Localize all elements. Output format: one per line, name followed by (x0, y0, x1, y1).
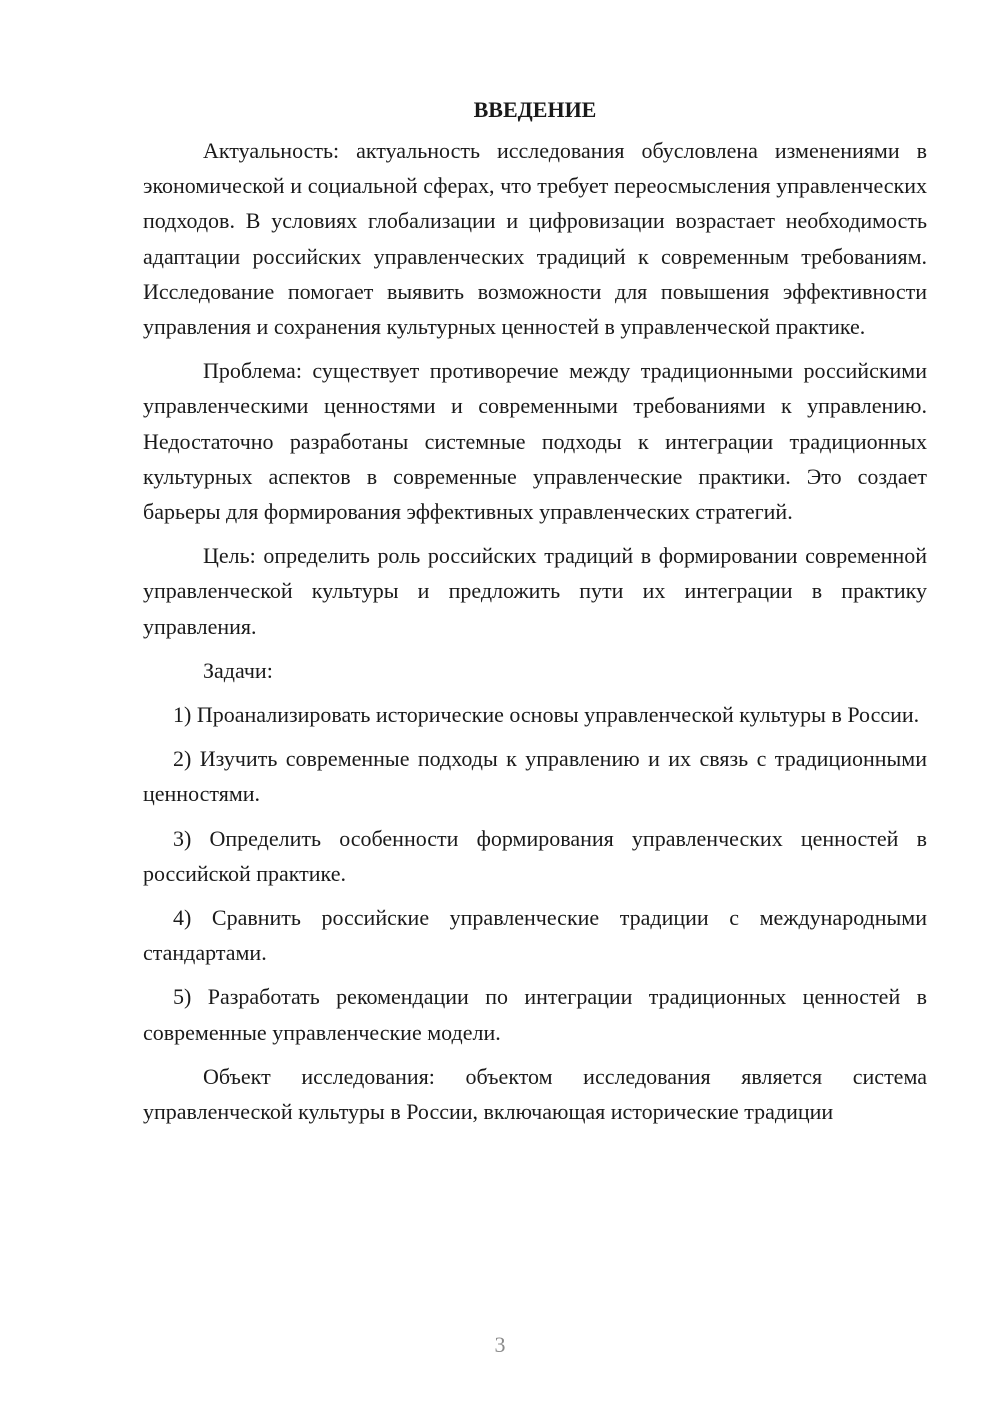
task-item-3: 3) Определить особенности формирования управленческих ценностей в российской практике. (143, 825, 927, 886)
task-item-4: 4) Сравнить российские управленческие традиции с международными стандартами. (143, 905, 927, 966)
goal-paragraph: Цель: определить роль российских традиций в формировании современной управленческой культуры и предложить пути их интеграции в практику управления. (143, 543, 927, 639)
problem-paragraph: Проблема: существует противоречие между традиционными российскими управленческими ценностями и современными требованиями к управлению. Недостаточно разработаны системные подходы к интеграции традиционных культурных аспектов в современные управленческие практики. Это создает барьеры для формирования эффективных управленческих стратегий. (143, 358, 927, 525)
relevance-paragraph: Актуальность: актуальность исследования обусловлена изменениями в экономической и социальной сферах, что требует переосмысления управленческих подходов. В условиях глобализации и цифровизации возрастает необходимость адаптации российских управленческих традиций к современным требованиям. Исследование помогает выявить возможности для повышения эффективности управления и сохранения культурных ценностей в управленческой практике. (143, 138, 927, 340)
page-number: 3 (494, 1332, 506, 1357)
document-page (143, 92, 927, 1129)
object-paragraph: Объект исследования: объектом исследования является система управленческой культуры в России, включающая исторические традиции (143, 1063, 927, 1125)
task-item-1: 1) Проанализировать исторические основы управленческой культуры в России. (173, 702, 920, 728)
tasks-label: Задачи: (203, 657, 273, 683)
section-heading: ВВЕДЕНИЕ (473, 97, 597, 122)
task-item-5: 5) Разработать рекомендации по интеграции традиционных ценностей в современные управленческие модели. (143, 984, 927, 1045)
task-item-2: 2) Изучить современные подходы к управлению и их связь с традиционными ценностями. (143, 746, 927, 807)
